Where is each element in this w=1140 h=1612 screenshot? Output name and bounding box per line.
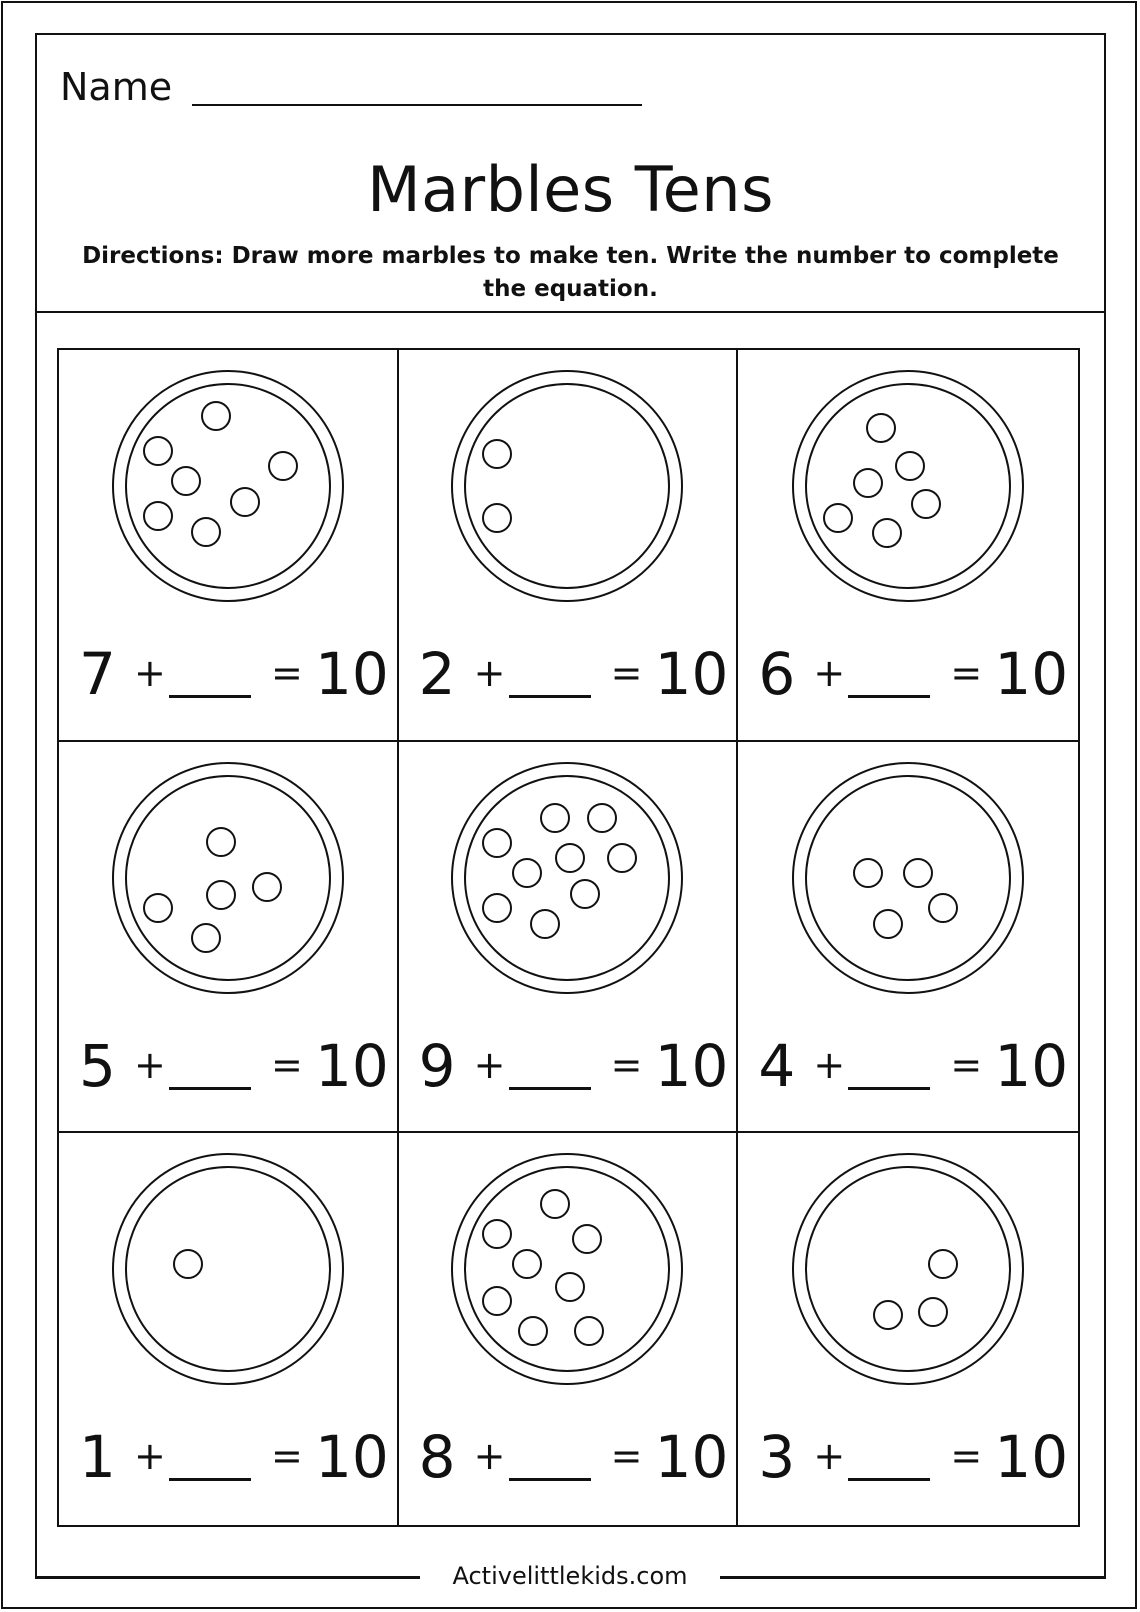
marble bbox=[874, 1301, 902, 1329]
plate-outer-rim bbox=[113, 763, 343, 993]
marble bbox=[144, 894, 172, 922]
marble-plate-drawing bbox=[788, 1149, 1028, 1389]
equation bbox=[738, 634, 1078, 714]
marble bbox=[531, 910, 559, 938]
equation-equals: = bbox=[950, 1042, 983, 1087]
equation-total: 10 bbox=[994, 640, 1069, 708]
answer-blank[interactable] bbox=[848, 695, 930, 698]
marble bbox=[573, 1225, 601, 1253]
footer-site: Activelittlekids.com bbox=[420, 1560, 720, 1592]
equation-plus: + bbox=[473, 1434, 506, 1479]
equation-equals: = bbox=[271, 651, 303, 695]
equation-total: 10 bbox=[315, 640, 389, 708]
marble bbox=[854, 469, 882, 497]
plate-inner-rim bbox=[126, 776, 330, 980]
equation bbox=[399, 634, 737, 714]
equation-equals: = bbox=[271, 1042, 303, 1087]
marble-plate[interactable] bbox=[788, 366, 1028, 606]
answer-blank[interactable] bbox=[169, 695, 251, 698]
equation-addend: 5 bbox=[79, 1031, 116, 1100]
problem-cell bbox=[399, 1133, 739, 1525]
problem-cell bbox=[59, 350, 399, 742]
equation bbox=[59, 634, 397, 714]
marble bbox=[824, 504, 852, 532]
equation-plus: + bbox=[134, 1042, 166, 1087]
answer-blank[interactable] bbox=[169, 1478, 251, 1481]
marble bbox=[483, 1287, 511, 1315]
marble bbox=[513, 1250, 541, 1278]
equation-plus: + bbox=[473, 1042, 506, 1087]
equation-equals: = bbox=[271, 1434, 303, 1479]
marble-plate-drawing bbox=[108, 1149, 348, 1389]
marble-plate-drawing bbox=[108, 758, 348, 998]
footer-rule-left bbox=[35, 1576, 420, 1578]
marble bbox=[253, 873, 281, 901]
equation-addend: 1 bbox=[79, 1423, 116, 1492]
marble bbox=[483, 894, 511, 922]
marble-plate-drawing bbox=[447, 366, 687, 606]
marble bbox=[541, 1190, 569, 1218]
equation-plus: + bbox=[134, 1434, 166, 1479]
marble bbox=[867, 414, 895, 442]
equation bbox=[399, 1417, 737, 1497]
marble bbox=[874, 910, 902, 938]
marble bbox=[192, 518, 220, 546]
marble bbox=[541, 804, 569, 832]
plate-inner-rim bbox=[806, 1167, 1010, 1371]
marble bbox=[483, 829, 511, 857]
marble bbox=[483, 1220, 511, 1248]
header-divider bbox=[35, 311, 1106, 313]
plate-outer-rim bbox=[452, 1154, 682, 1384]
marble bbox=[919, 1298, 947, 1326]
problem-cell bbox=[399, 350, 739, 742]
equation-total: 10 bbox=[315, 1423, 389, 1492]
footer-rule-right bbox=[712, 1576, 1106, 1578]
name-label: Name bbox=[60, 65, 173, 109]
marble bbox=[207, 881, 235, 909]
plate-outer-rim bbox=[793, 371, 1023, 601]
plate-inner-rim bbox=[126, 1167, 330, 1371]
problem-cell bbox=[59, 1133, 399, 1525]
marble bbox=[929, 894, 957, 922]
equation bbox=[399, 1026, 737, 1106]
directions-text: Directions: Draw more marbles to make ten. Write the number to complete the equation. bbox=[82, 243, 1059, 302]
plate-outer-rim bbox=[452, 371, 682, 601]
plate-outer-rim bbox=[452, 763, 682, 993]
plate-inner-rim bbox=[465, 384, 669, 588]
equation-equals: = bbox=[610, 1042, 643, 1087]
equation-equals: = bbox=[610, 1434, 643, 1479]
marble bbox=[192, 924, 220, 952]
marble bbox=[575, 1317, 603, 1345]
marble bbox=[904, 859, 932, 887]
answer-blank[interactable] bbox=[848, 1087, 930, 1090]
equation-equals: = bbox=[610, 651, 643, 695]
problem-cell bbox=[738, 1133, 1078, 1525]
marble bbox=[873, 519, 901, 547]
worksheet-title: Marbles Tens bbox=[367, 153, 774, 226]
equation-plus: + bbox=[473, 651, 506, 695]
marble bbox=[483, 504, 511, 532]
marble-plate-drawing bbox=[788, 366, 1028, 606]
equation-plus: + bbox=[813, 1434, 846, 1479]
plate-outer-rim bbox=[113, 1154, 343, 1384]
answer-blank[interactable] bbox=[509, 695, 591, 698]
marble bbox=[207, 828, 235, 856]
problem-cell bbox=[738, 742, 1078, 1134]
plate-outer-rim bbox=[113, 371, 343, 601]
answer-blank[interactable] bbox=[509, 1087, 591, 1090]
marble bbox=[556, 1273, 584, 1301]
equation-equals: = bbox=[950, 1434, 983, 1479]
plate-inner-rim bbox=[465, 776, 669, 980]
equation-addend: 9 bbox=[418, 1031, 456, 1100]
problem-cell bbox=[59, 742, 399, 1134]
equation-total: 10 bbox=[994, 1423, 1069, 1492]
equation-equals: = bbox=[950, 651, 983, 695]
marble bbox=[588, 804, 616, 832]
marble bbox=[483, 440, 511, 468]
marble bbox=[912, 490, 940, 518]
marble bbox=[929, 1250, 957, 1278]
equation-addend: 6 bbox=[758, 640, 796, 708]
marble bbox=[144, 437, 172, 465]
marble bbox=[172, 467, 200, 495]
marble-plate-drawing bbox=[108, 366, 348, 606]
problem-grid bbox=[57, 348, 1080, 1527]
marble-plate[interactable] bbox=[447, 758, 687, 998]
equation-total: 10 bbox=[654, 640, 729, 708]
marble bbox=[896, 452, 924, 480]
marble bbox=[231, 488, 259, 516]
equation-total: 10 bbox=[315, 1031, 389, 1100]
equation-addend: 7 bbox=[79, 640, 116, 708]
equation-plus: + bbox=[813, 651, 846, 695]
marble-plate[interactable] bbox=[108, 1149, 348, 1389]
equation-total: 10 bbox=[994, 1031, 1069, 1100]
marble-plate[interactable] bbox=[788, 1149, 1028, 1389]
marble-plate-drawing bbox=[788, 758, 1028, 998]
marble-plate[interactable] bbox=[788, 758, 1028, 998]
answer-blank[interactable] bbox=[169, 1087, 251, 1090]
equation-addend: 2 bbox=[418, 640, 456, 708]
marble bbox=[269, 452, 297, 480]
problem-cell bbox=[399, 742, 739, 1134]
marble-plate[interactable] bbox=[108, 758, 348, 998]
marble-plate-drawing bbox=[447, 1149, 687, 1389]
answer-blank[interactable] bbox=[509, 1478, 591, 1481]
marble-plate[interactable] bbox=[447, 1149, 687, 1389]
marble bbox=[174, 1250, 202, 1278]
equation-plus: + bbox=[813, 1042, 846, 1087]
marble bbox=[556, 844, 584, 872]
equation bbox=[738, 1417, 1078, 1497]
plate-inner-rim bbox=[806, 384, 1010, 588]
equation-total: 10 bbox=[654, 1031, 729, 1100]
equation-addend: 8 bbox=[418, 1423, 456, 1492]
problem-cell bbox=[738, 350, 1078, 742]
equation bbox=[738, 1026, 1078, 1106]
equation bbox=[59, 1026, 397, 1106]
marble bbox=[144, 502, 172, 530]
marble bbox=[519, 1317, 547, 1345]
equation bbox=[59, 1417, 397, 1497]
equation-plus: + bbox=[134, 651, 166, 695]
marble-plate[interactable] bbox=[447, 366, 687, 606]
marble bbox=[513, 859, 541, 887]
marble-plate[interactable] bbox=[108, 366, 348, 606]
name-write-line[interactable] bbox=[192, 104, 642, 106]
equation-addend: 4 bbox=[758, 1031, 796, 1100]
answer-blank[interactable] bbox=[848, 1478, 930, 1481]
marble bbox=[571, 880, 599, 908]
marble-plate-drawing bbox=[447, 758, 687, 998]
marble bbox=[202, 402, 230, 430]
equation-addend: 3 bbox=[758, 1423, 796, 1492]
marble bbox=[608, 844, 636, 872]
equation-total: 10 bbox=[654, 1423, 729, 1492]
plate-outer-rim bbox=[793, 1154, 1023, 1384]
marble bbox=[854, 859, 882, 887]
